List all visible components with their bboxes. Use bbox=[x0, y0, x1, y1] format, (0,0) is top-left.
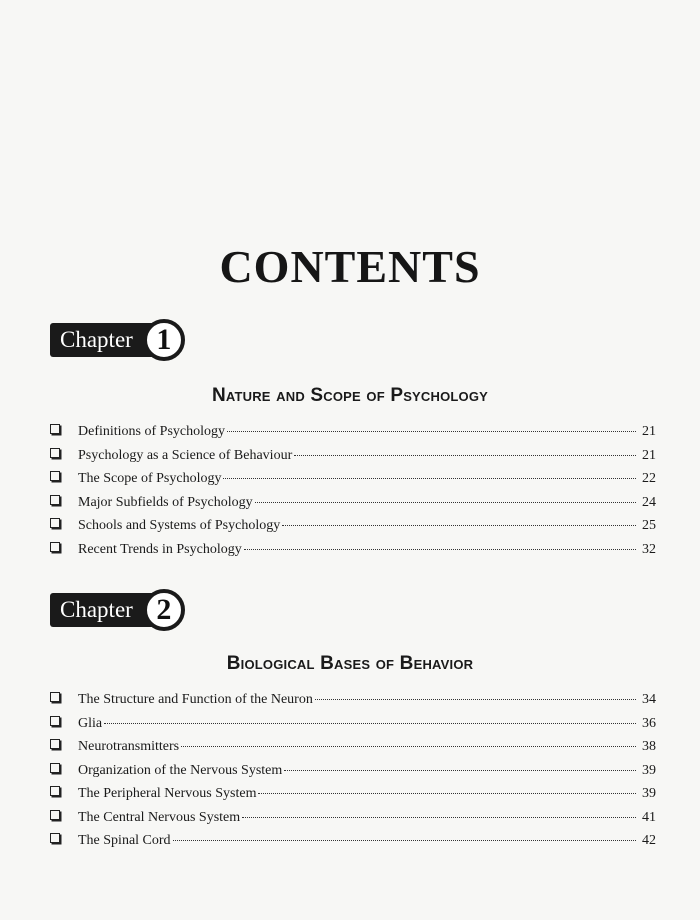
dot-leader bbox=[315, 699, 636, 700]
toc-page-number: 21 bbox=[642, 447, 656, 463]
toc-page-number: 36 bbox=[642, 715, 656, 731]
toc-entry-text: Schools and Systems of Psychology bbox=[78, 518, 281, 533]
chapter-1-title: Nature and Scope of Psychology bbox=[211, 385, 489, 406]
dot-leader bbox=[294, 455, 636, 456]
chapter-number-badge: 1 bbox=[143, 319, 185, 361]
checkbox-bullet-icon bbox=[50, 448, 60, 458]
toc-page-number: 39 bbox=[642, 786, 656, 801]
chapter-2-toc bbox=[50, 692, 656, 857]
checkbox-bullet-icon bbox=[50, 471, 60, 481]
checkbox-bullet-icon bbox=[50, 833, 60, 843]
page-title: CONTENTS bbox=[219, 241, 481, 292]
toc-entry[interactable] bbox=[50, 448, 656, 472]
toc-entry[interactable] bbox=[50, 763, 656, 787]
checkbox-bullet-icon bbox=[50, 542, 60, 552]
toc-entry[interactable] bbox=[50, 495, 656, 519]
toc-entry-text: Recent Trends in Psychology bbox=[78, 541, 242, 557]
chapter-2-tag bbox=[50, 590, 185, 630]
chapter-1-tag bbox=[50, 320, 185, 360]
dot-leader bbox=[223, 478, 636, 479]
toc-entry[interactable] bbox=[50, 424, 656, 448]
toc-entry-text: The Structure and Function of the Neuron bbox=[78, 692, 313, 707]
chapter-2-title: Biological Bases of Behavior bbox=[226, 653, 474, 674]
checkbox-bullet-icon bbox=[50, 763, 60, 773]
dot-leader bbox=[227, 431, 636, 432]
toc-page-number: 24 bbox=[642, 494, 656, 510]
toc-page-number: 41 bbox=[642, 809, 656, 825]
toc-page-number: 34 bbox=[642, 692, 656, 707]
chapter-number-badge: 2 bbox=[143, 589, 185, 631]
dot-leader bbox=[104, 723, 636, 724]
checkbox-bullet-icon bbox=[50, 739, 60, 749]
toc-entry-text: Psychology as a Science of Behaviour bbox=[78, 447, 293, 463]
toc-entry[interactable] bbox=[50, 518, 656, 542]
checkbox-bullet-icon bbox=[50, 786, 60, 796]
dot-leader bbox=[242, 817, 636, 818]
dot-leader bbox=[181, 746, 636, 747]
toc-entry-text: Definitions of Psychology bbox=[78, 424, 225, 439]
dot-leader bbox=[255, 502, 636, 503]
checkbox-bullet-icon bbox=[50, 716, 60, 726]
toc-page-number: 42 bbox=[642, 833, 656, 848]
toc-entry-text: Major Subfields of Psychology bbox=[78, 494, 253, 510]
toc-entry[interactable] bbox=[50, 692, 656, 716]
checkbox-bullet-icon bbox=[50, 692, 60, 702]
toc-entry[interactable] bbox=[50, 471, 656, 495]
toc-entry-text: The Scope of Psychology bbox=[78, 471, 222, 486]
toc-page-number: 21 bbox=[642, 424, 656, 439]
toc-entry-text: The Peripheral Nervous System bbox=[78, 786, 257, 801]
toc-entry-text: Glia bbox=[78, 715, 103, 731]
toc-entry[interactable] bbox=[50, 716, 656, 740]
dot-leader bbox=[244, 549, 636, 550]
toc-entry-text: Organization of the Nervous System bbox=[78, 762, 283, 778]
toc-page-number: 25 bbox=[642, 518, 656, 533]
dot-leader bbox=[282, 525, 636, 526]
toc-entry[interactable] bbox=[50, 786, 656, 810]
toc-entry-text: Neurotransmitters bbox=[78, 739, 180, 754]
checkbox-bullet-icon bbox=[50, 424, 60, 434]
dot-leader bbox=[258, 793, 636, 794]
chapter-label: Chapter bbox=[50, 323, 173, 357]
toc-entry-text: The Spinal Cord bbox=[78, 833, 171, 848]
dot-leader bbox=[173, 840, 636, 841]
dot-leader bbox=[284, 770, 636, 771]
toc-page-number: 39 bbox=[642, 762, 656, 778]
toc-entry[interactable] bbox=[50, 833, 656, 857]
checkbox-bullet-icon bbox=[50, 495, 60, 505]
chapter-1-toc bbox=[50, 424, 656, 565]
toc-page-number: 22 bbox=[642, 471, 656, 486]
checkbox-bullet-icon bbox=[50, 810, 60, 820]
toc-page-number: 32 bbox=[642, 541, 656, 557]
checkbox-bullet-icon bbox=[50, 518, 60, 528]
toc-page-number: 38 bbox=[642, 739, 656, 754]
toc-entry-text: The Central Nervous System bbox=[78, 809, 241, 825]
toc-entry[interactable] bbox=[50, 739, 656, 763]
toc-entry[interactable] bbox=[50, 542, 656, 566]
toc-entry[interactable] bbox=[50, 810, 656, 834]
chapter-label: Chapter bbox=[50, 593, 173, 627]
